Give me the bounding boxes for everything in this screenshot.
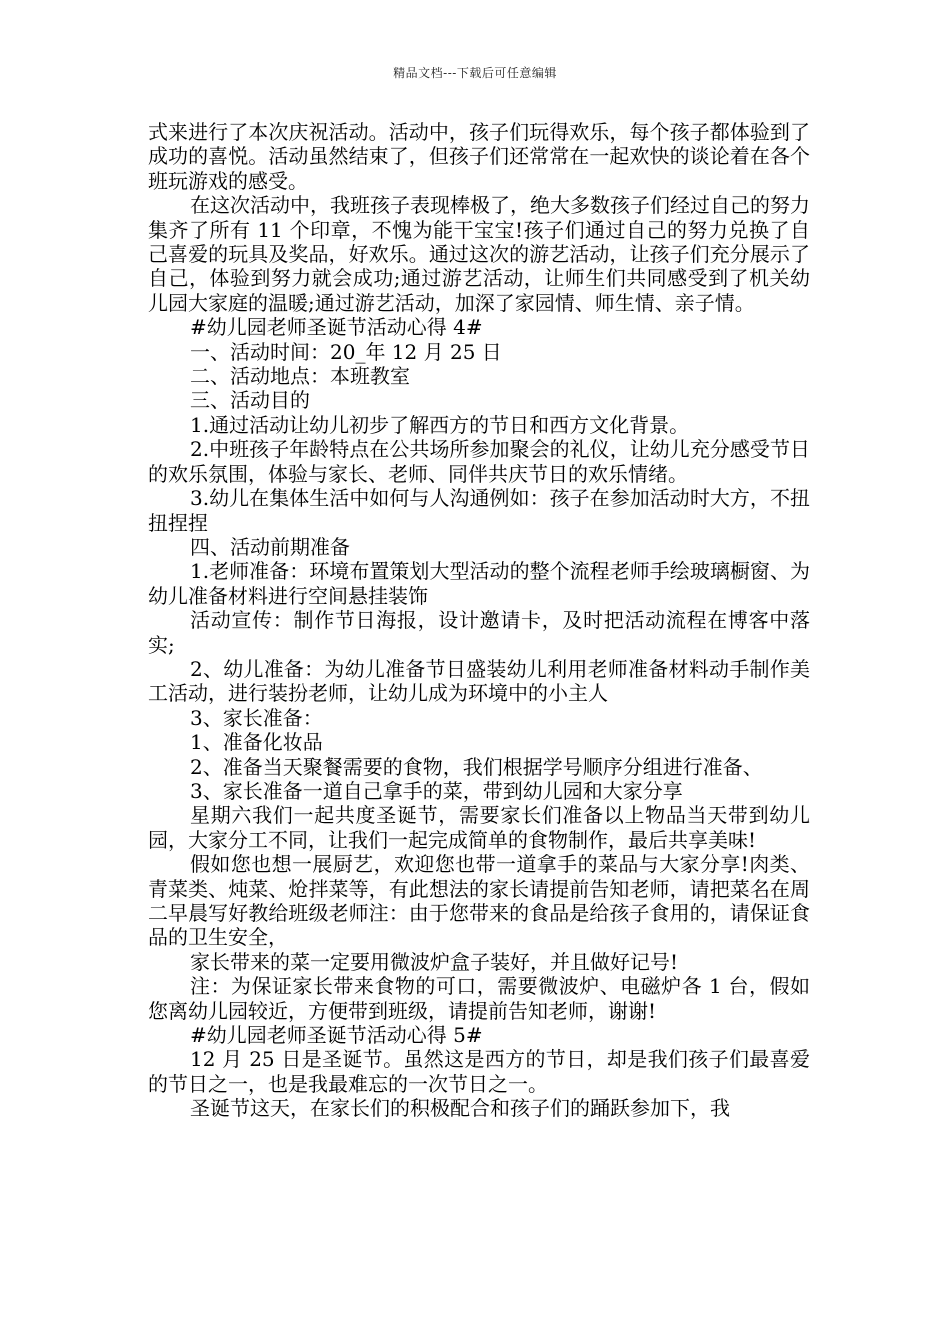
paragraph: 一、活动时间：20_年 12 月 25 日 <box>190 339 502 364</box>
paragraph: 活动宣传：制作节日海报，设计邀请卡，及时把活动流程在博客中落实; <box>148 608 810 657</box>
paragraph: 2、幼儿准备：为幼儿准备节日盛装幼儿利用老师准备材料动手制作美工活动，进行装扮老师，让幼儿成为环境中的小主人 <box>148 656 810 706</box>
paragraph: 3.幼儿在集体生活中如何与人沟通例如：孩子在参加活动时大方，不扭扭捏捏 <box>148 486 810 535</box>
paragraph: 三、活动目的 <box>190 388 310 413</box>
paragraph: 星期六我们一起共度圣诞节，需要家长们准备以上物品当天带到幼儿园，大家分工不同，让我们一起完成简单的食物制作，最后共享美味! <box>148 803 810 852</box>
document-body <box>148 120 810 1121</box>
paragraph: #幼儿园老师圣诞节活动心得 5# <box>190 1023 483 1048</box>
paragraph: 2.中班孩子年龄特点在公共场所参加聚会的礼仪，让幼儿充分感受节日的欢乐氛围，体验与家长、老师、同伴共庆节日的欢乐情绪。 <box>148 437 810 486</box>
paragraph: 12 月 25 日是圣诞节。虽然这是西方的节日，却是我们孩子们最喜爱的节日之一，也是我最难忘的一次节日之一。 <box>148 1047 810 1096</box>
paragraph: 假如您也想一展厨艺，欢迎您也带一道拿手的菜品与大家分享!肉类、青菜类、炖菜、炝拌菜等，有此想法的家长请提前告知老师，请把菜名在周二早晨写好教给班级老师注：由于您带来的食品是给孩子食用的，请保证食品的卫生安全， <box>148 852 810 950</box>
paragraph: 圣诞节这天，在家长们的积极配合和孩子们的踊跃参加下，我 <box>190 1096 730 1121</box>
paragraph: 1.老师准备：环境布置策划大型活动的整个流程老师手绘玻璃橱窗、为幼儿准备材料进行空间悬挂装饰 <box>148 559 810 608</box>
paragraph: 3、家长准备一道自己拿手的菜，带到幼儿园和大家分享 <box>190 778 683 803</box>
paragraph: 1、准备化妆品 <box>190 730 323 755</box>
paragraph: 在这次活动中，我班孩子表现棒极了，绝大多数孩子们经过自己的努力集齐了所有 11 个印章，不愧为能干宝宝!孩子们通过自己的努力兑换了自己喜爱的玩具及奖品，好欢乐。通过这次的游艺活动，让孩子们充分展示了自己，体验到努力就会成功;通过游艺活动，让师生们共同感受到了机关幼儿园大家庭的温暖;通过游艺活动，加深了家园情、师生情、亲子情。 <box>148 193 810 315</box>
paragraph: 家长带来的菜一定要用微波炉盒子装好，并且做好记号! <box>190 949 679 974</box>
paragraph: 注：为保证家长带来食物的可口，需要微波炉、电磁炉各 1 台，假如您离幼儿园较近，方便带到班级，请提前告知老师，谢谢! <box>148 974 810 1023</box>
page-header: 精品文档---下载后可任意编辑 <box>393 66 557 80</box>
paragraph: #幼儿园老师圣诞节活动心得 4# <box>190 315 483 340</box>
paragraph: 四、活动前期准备 <box>190 534 350 559</box>
paragraph: 3、家长准备： <box>190 705 323 730</box>
paragraph: 2、准备当天聚餐需要的食物，我们根据学号顺序分组进行准备、 <box>190 754 763 779</box>
paragraph: 二、活动地点：本班教室 <box>190 364 410 389</box>
paragraph: 式来进行了本次庆祝活动。活动中，孩子们玩得欢乐，每个孩子都体验到了成功的喜悦。活动虽然结束了，但孩子们还常常在一起欢快的谈论着在各个班玩游戏的感受。 <box>148 120 810 193</box>
paragraph: 1.通过活动让幼儿初步了解西方的节日和西方文化背景。 <box>190 412 690 437</box>
